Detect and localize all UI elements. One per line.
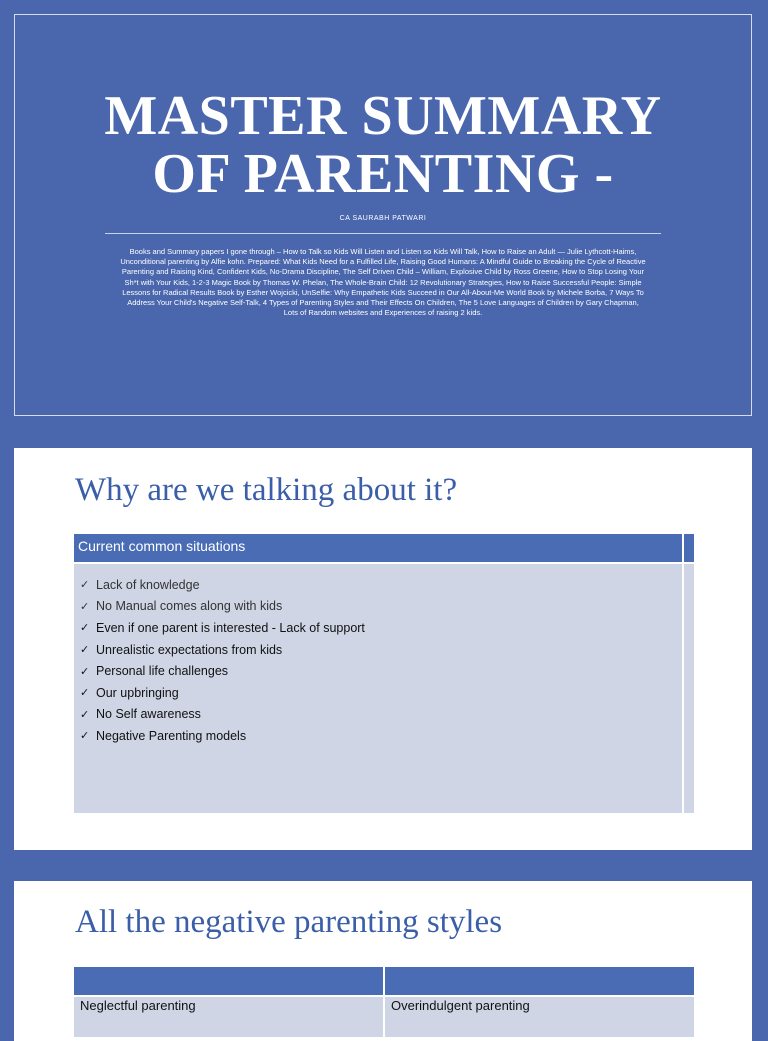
checkmark-icon: ✓ <box>80 579 90 592</box>
cell-text: Neglectful parenting <box>80 998 196 1013</box>
list-item-text: No Manual comes along with kids <box>96 599 283 614</box>
checkmark-icon: ✓ <box>80 622 90 635</box>
checkmark-icon: ✓ <box>80 708 90 721</box>
table-header-cell <box>385 967 694 995</box>
table-cell <box>385 997 694 1037</box>
checkmark-icon: ✓ <box>80 600 90 613</box>
list-item-text: Lack of knowledge <box>96 577 200 592</box>
list-item-text: Unrealistic expectations from kids <box>96 642 283 657</box>
table-header-cell <box>74 967 383 995</box>
list-item-text: Our upbringing <box>96 685 179 700</box>
list-item <box>80 617 365 639</box>
situation-list <box>80 574 365 747</box>
list-item-text: Even if one parent is interested - Lack of support <box>96 620 365 635</box>
checkmark-icon: ✓ <box>80 665 90 678</box>
title-line-2: OF PARENTING - <box>152 143 614 205</box>
table-body <box>74 564 694 813</box>
column-divider <box>682 564 684 813</box>
title-line-1: MASTER SUMMARY <box>104 85 662 147</box>
title-slide <box>14 14 752 416</box>
styles-slide <box>14 881 752 1041</box>
list-item-text: No Self awareness <box>96 707 201 722</box>
list-item-text: Personal life challenges <box>96 664 229 679</box>
table-header-label: Current common situations <box>78 538 246 554</box>
list-item <box>80 725 365 747</box>
list-item <box>80 639 365 661</box>
list-item <box>80 596 365 618</box>
column-divider <box>682 534 684 562</box>
author-name: CA SAURABH PATWARI <box>339 215 427 222</box>
why-slide <box>14 448 752 850</box>
list-item <box>80 682 365 704</box>
table-header <box>74 534 694 562</box>
slide-title: Why are we talking about it? <box>75 472 458 508</box>
slide-title: All the negative parenting styles <box>75 904 503 940</box>
list-item-text: Negative Parenting models <box>96 728 247 743</box>
checkmark-icon: ✓ <box>80 687 90 700</box>
description-text: Books and Summary papers I gone through – How to Talk so Kids Will Listen and Listen so Kids Will Talk, How to Raise an Adult — Julie Lythcott-Haims, Unconditional parenting by Alfie kohn. Prepared: What Kids Need for a Fulfilled Life, Raising Good Humans: A Mindful Guide to Breaking the Cycle of Reactive Parenting and Raising Kind, Confident Kids, No-Drama Discipline, The Self Driven Child – William, Explosive Child by Ross Greene, How to Stop Losing Your Sh*t with Your Kids, 1-2-3 Magic Book by Thomas W. Phelan, The Whole-Brain Child: 12 Revolutionary Strategies, How to Raise Successful People: Simple Lessons for Radical Results Book by Esther Wojcicki, UnSelfie: Why Empathetic Kids Succeed in Our All-About-Me World Book by Michele Borba, 7 Ways To Address Your Child's Negative Self-Talk, 4 Types of Parenting Styles and Their Effects On Children, The 5 Love Languages of Children by Gary Chapman, Lots of Random websites and Experiences of raising 2 kids. <box>120 247 646 318</box>
list-item <box>80 704 365 726</box>
list-item <box>80 660 365 682</box>
main-title <box>15 87 751 203</box>
cell-text: Overindulgent parenting <box>391 998 530 1013</box>
checkmark-icon: ✓ <box>80 730 90 743</box>
checkmark-icon: ✓ <box>80 644 90 657</box>
table-cell <box>74 997 383 1037</box>
divider <box>105 233 661 234</box>
list-item <box>80 574 365 596</box>
